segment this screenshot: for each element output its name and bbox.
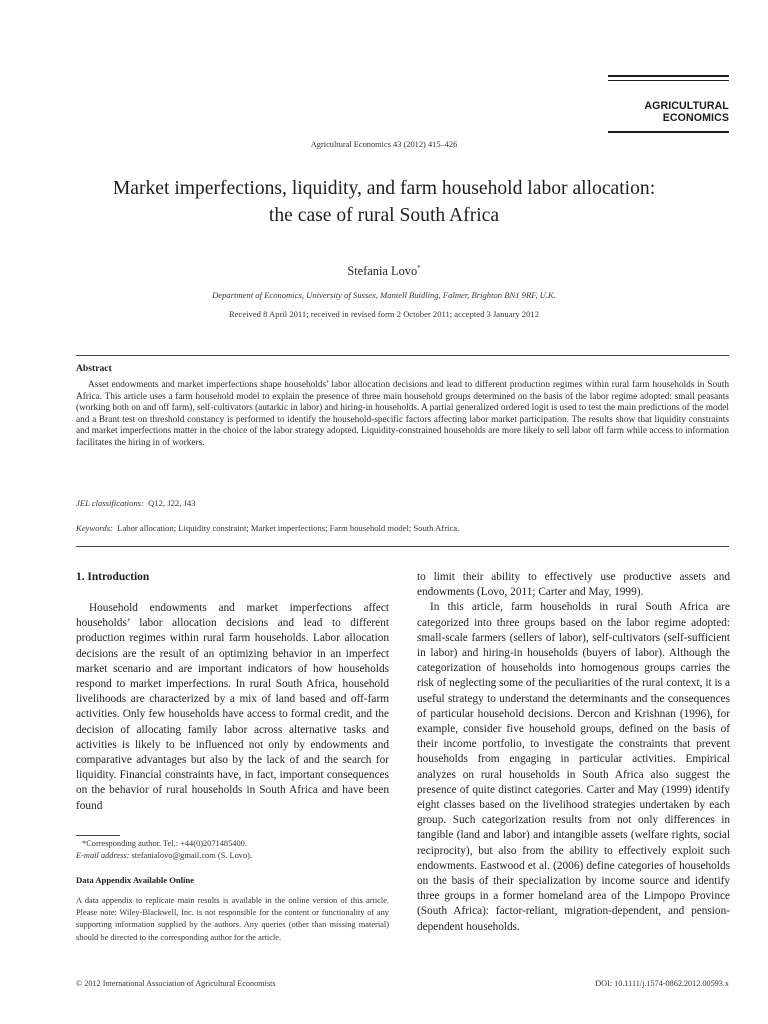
- abstract-bottom-rule: [76, 546, 729, 547]
- section-heading-introduction: 1. Introduction: [76, 571, 150, 583]
- left-column: [76, 601, 389, 814]
- intro-paragraph-2: In this article, farm households in rural South Africa are categorized into three groups based on the labor regime adopted: small-scale farmers (sellers of labor), self-cultivators (self-sufficient in labor) and hiring-in households (buyers of labor). Although the categorization of households into homogenous groups carries the risk of neglecting some of the peculiarities of the rural context, it is a useful strategy to understand the determinants and the consequences of particular household decisions. Dercon and Krishnan (1996), for example, consider five household groups, defined on the basis of their income portfolio, to investigate the constraints that prevent households from engaging in particular activities. Empirical analyzes on rural households in South Africa also suggest the presence of quite distinct categories. Carter and May (1999) identify eight classes based on the livelihood strategies undertaken by each group. Such categorization results from not only differences in tangible (land and labor) and intangible assets (welfare rights, social reciprocity), but also from the ability to effectively exploit such endowments. Eastwood et al. (2006) define categories of households on the basis of their specialization by income source and identify three groups in a former homeland area of the Limpopo Province (South Africa): factor-reliant, migration-dependent, and pension-dependent households.: [417, 601, 730, 933]
- article-title: [60, 175, 708, 229]
- abstract-top-rule: [76, 355, 729, 356]
- keywords-line: [76, 523, 459, 533]
- brand-bottom-rule: [608, 131, 729, 133]
- jel-codes: Q12, J22, J43: [148, 498, 196, 508]
- keywords-list: Labor allocation; Liquidity constraint; Market imperfections; Farm household model; South Africa.: [117, 523, 460, 533]
- footnote-email: [76, 850, 389, 862]
- article-title-line2: the case of rural South Africa: [268, 205, 500, 226]
- journal-brand-line1: AGRICULTURAL: [644, 100, 729, 112]
- brand-top-rule-thin: [608, 80, 729, 81]
- received-dates: Received 8 April 2011; received in revised form 2 October 2011; accepted 3 January 2012: [228, 309, 540, 319]
- data-appendix-text: A data appendix to replicate main results is available in the online version of this article. Please note: Wiley-Blackwell, Inc. is not responsible for the content or functionality of any supporting information supplied by the authors. Any queries (other than missing material) should be directed to the corresponding author for the article.: [76, 896, 389, 942]
- journal-brand: [608, 100, 729, 125]
- intro-paragraph-1: Household endowments and market imperfections affect households’ labor allocation decisions and lead to different production regimes within rural farm households. Labor allocation decisions are the result of an optimizing behavior in an imperfect market scenario and are important indicators of how households respond to market imperfections. In rural South Africa, household livelihoods are characterized by a mix of land based and off-farm activities. Only few households have access to formal credit, and the decision of allocating family labor across alternative tasks and activities is likely to be influenced not only by endowments and comparative advantages but also by the lack of and the search for liquidity. Financial constraints have, in fact, important consequences on the behavior of rural households in South Africa and have been found: [76, 602, 389, 812]
- keywords-label: Keywords:: [76, 523, 113, 533]
- journal-citation: Agricultural Economics 43 (2012) 415–426: [310, 140, 458, 149]
- jel-classifications: [76, 498, 195, 508]
- author-affiliation: Department of Economics, University of Sussex, Mantell Buidling, Falmer, Brighton BN1 9RF, U.K.: [212, 290, 556, 300]
- footnote-email-label: E-mail address:: [76, 851, 130, 861]
- article-title-line1: Market imperfections, liquidity, and farm household labor allocation:: [112, 178, 656, 199]
- footnote-corresponding: *Corresponding author. Tel.: +44(0)2071485400.: [82, 839, 247, 848]
- jel-label: JEL classifications:: [76, 498, 144, 508]
- footnote: [76, 838, 389, 863]
- footnote-email-value: stefanialovo@gmail.com (S. Lovo).: [129, 851, 253, 861]
- footnote-rule: [76, 835, 120, 836]
- intro-paragraph-continued: to limit their ability to effectively use productive assets and endowments (Lovo, 2011; Carter and May, 1999).: [417, 571, 730, 599]
- author-name-text: Stefania Lovo: [347, 264, 418, 279]
- brand-top-rule-thick: [608, 75, 729, 77]
- author-name: [0, 264, 768, 279]
- author-footnote-mark: *: [417, 264, 421, 272]
- copyright-notice: © 2012 International Association of Agricultural Economists: [76, 979, 276, 988]
- data-appendix-heading: Data Appendix Available Online: [76, 875, 195, 885]
- abstract-text: Asset endowments and market imperfections shape households’ labor allocation decisions and lead to different production regimes within rural farm households in South Africa. This article uses a farm household model to explain the presence of three main household groups determined on the basis of the labor regime adopted: small peasants (working both on and off farm), self-cultivators (autarkic in labor) and hiring-in households. A partial generalized ordered logit is used to test the main predictions of the model and a Brant test on threshold constancy is performed to identify the household-specific factors affecting labor market participation. The results show that liquidity constraints and market imperfections matter in the choice of the labor strategy adopted. Liquidity-constrained households are more likely to sell labor off farm while access to information facilitates the hiring in of workers.: [76, 380, 729, 448]
- journal-brand-line2: ECONOMICS: [662, 112, 729, 125]
- right-column: [417, 570, 730, 935]
- doi: DOI: 10.1111/j.1574-0862.2012.00593.x: [595, 979, 729, 988]
- abstract-heading: Abstract: [76, 363, 112, 374]
